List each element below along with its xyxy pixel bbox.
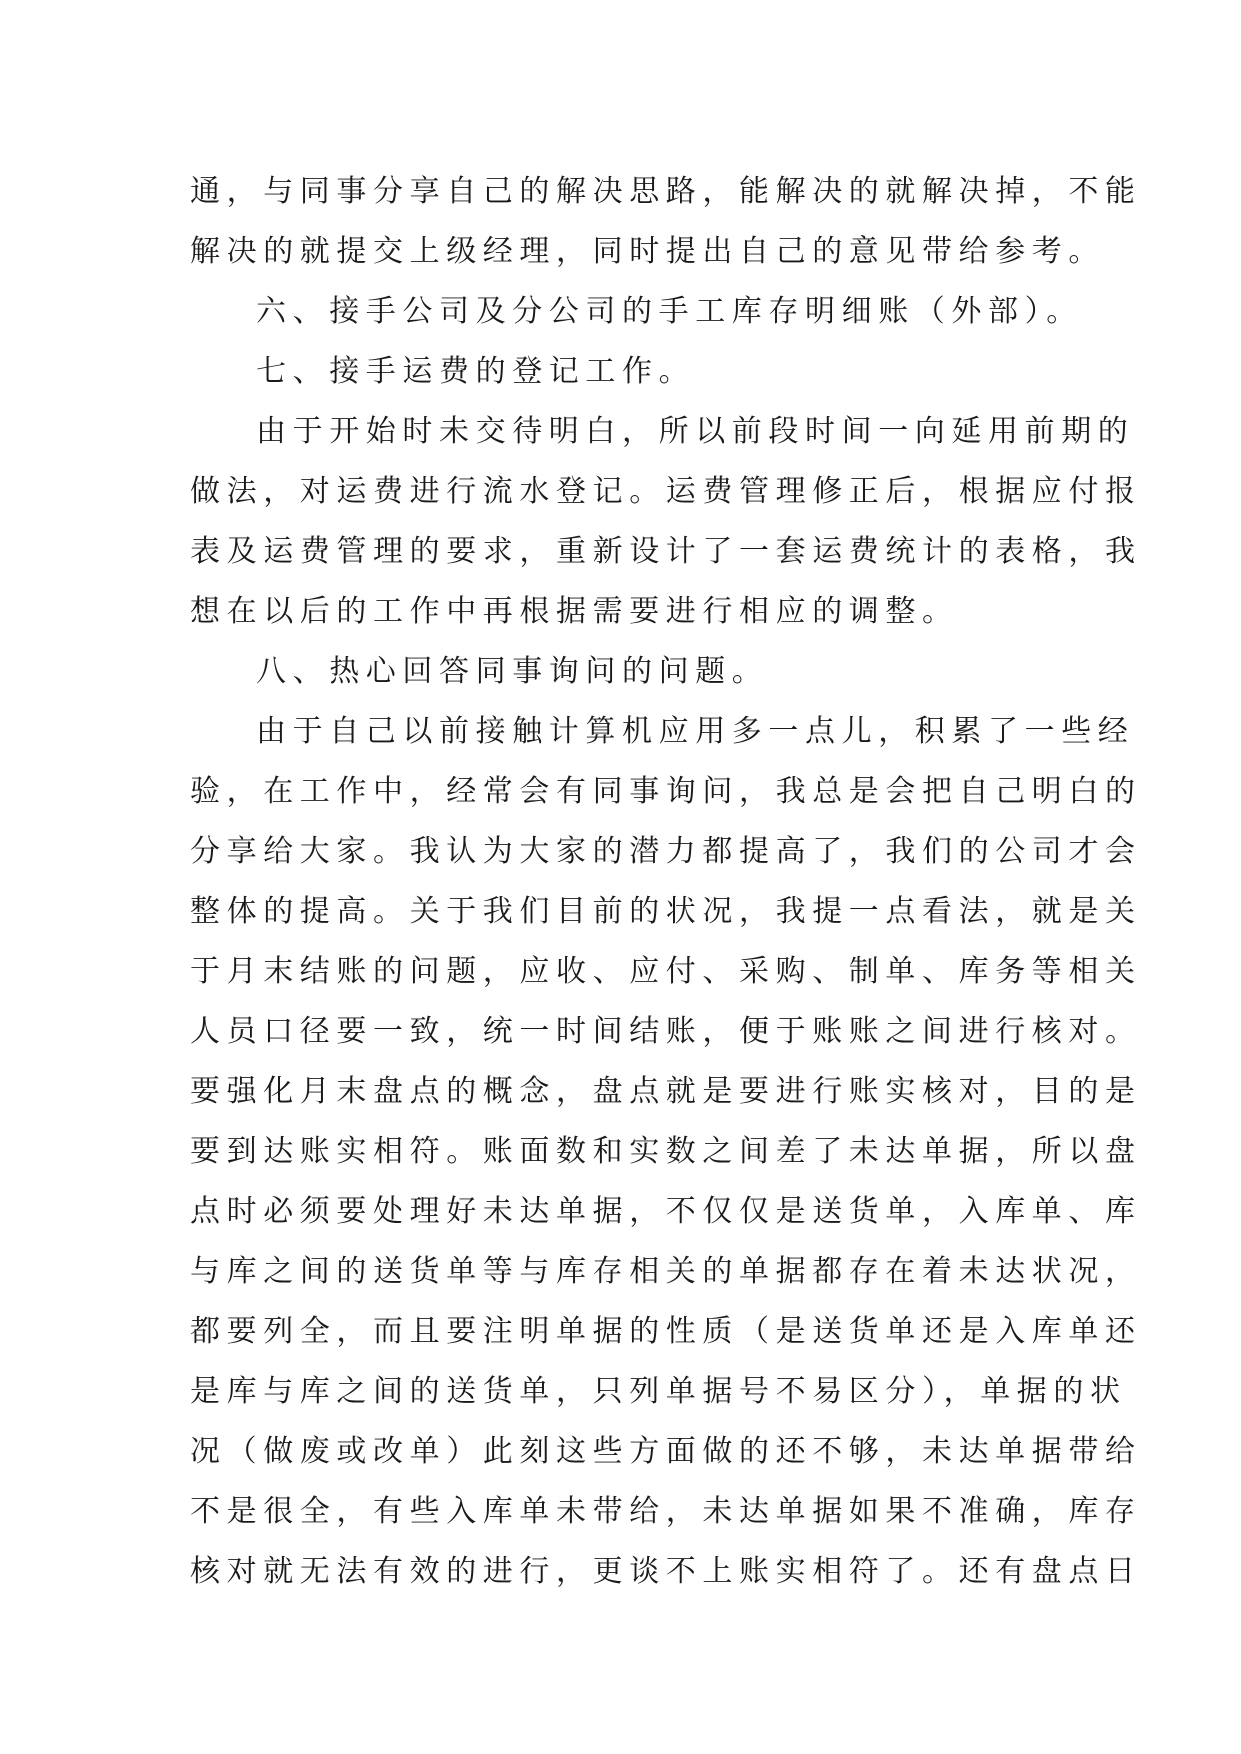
text-line: 由于自己以前接触计算机应用多一点儿，积累了一些经 (256, 714, 1135, 749)
text-line: 解决的就提交上级经理，同时提出自己的意见带给参考。 (190, 234, 1105, 269)
text-line: 于月末结账的问题，应收、应付、采购、制单、库务等相关 (190, 954, 1142, 989)
text-line: 验，在工作中，经常会有同事询问，我总是会把自己明白的 (190, 774, 1142, 809)
text-line: 核对就无法有效的进行，更谈不上账实相符了。还有盘点日 (190, 1554, 1142, 1589)
text-line: 整体的提高。关于我们目前的状况，我提一点看法，就是关 (190, 894, 1142, 929)
text-line: 都要列全，而且要注明单据的性质（是送货单还是入库单还 (190, 1314, 1142, 1349)
text-line: 通，与同事分享自己的解决思路，能解决的就解决掉，不能 (190, 174, 1142, 209)
text-line: 做法，对运费进行流水登记。运费管理修正后，根据应付报 (190, 474, 1142, 509)
text-line: 要到达账实相符。账面数和实数之间差了未达单据，所以盘 (190, 1134, 1142, 1169)
text-line: 点时必须要处理好未达单据，不仅仅是送货单，入库单、库 (190, 1194, 1142, 1229)
text-line: 由于开始时未交待明白，所以前段时间一向延用前期的 (256, 414, 1135, 449)
text-line: 与库之间的送货单等与库存相关的单据都存在着未达状况， (190, 1254, 1142, 1289)
text-line: 况（做废或改单）此刻这些方面做的还不够，未达单据带给 (190, 1434, 1142, 1469)
text-line: 人员口径要一致，统一时间结账，便于账账之间进行核对。 (190, 1014, 1142, 1049)
text-line: 要强化月末盘点的概念，盘点就是要进行账实核对，目的是 (190, 1074, 1142, 1109)
text-line: 七、接手运费的登记工作。 (256, 354, 696, 389)
text-line: 想在以后的工作中再根据需要进行相应的调整。 (190, 594, 959, 629)
text-line: 八、热心回答同事询问的问题。 (256, 654, 769, 689)
body-text (190, 162, 1142, 1602)
text-line: 分享给大家。我认为大家的潜力都提高了，我们的公司才会 (190, 834, 1142, 869)
text-line: 六、接手公司及分公司的手工库存明细账（外部）。 (256, 294, 1083, 329)
text-line: 是库与库之间的送货单，只列单据号不易区分），单据的状 (190, 1374, 1127, 1409)
text-line: 表及运费管理的要求，重新设计了一套运费统计的表格，我 (190, 534, 1142, 569)
text-line: 不是很全，有些入库单未带给，未达单据如果不准确，库存 (190, 1494, 1142, 1529)
